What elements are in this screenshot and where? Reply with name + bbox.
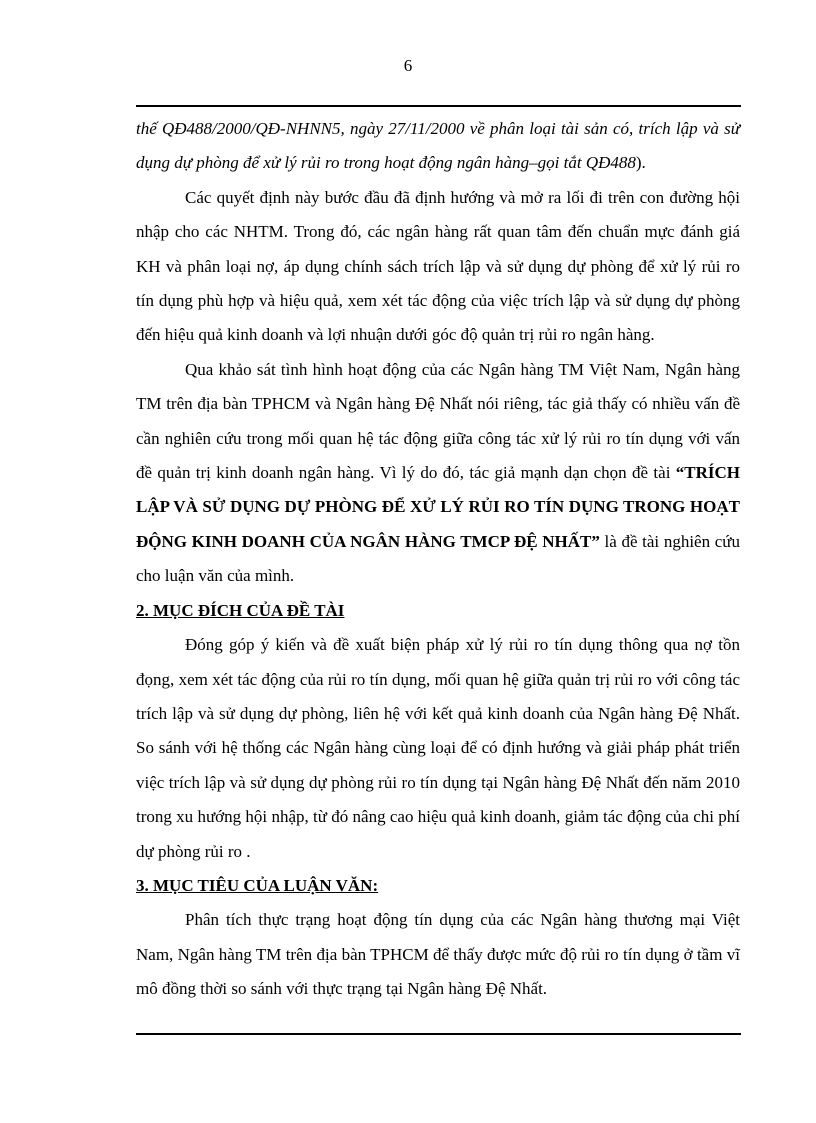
section-3-body: Phân tích thực trạng hoạt động tín dụng của các Ngân hàng thương mại Việt Nam, Ngân hàng TM trên địa bàn TPHCM để thấy được mức độ rủi ro tín dụng ở tầm vĩ mô đồng thời so sánh với thực trạng tại Ngân hàng Đệ Nhất.	[136, 910, 740, 999]
section-2-body: Đóng góp ý kiến và đề xuất biện pháp xử lý rủi ro tín dụng thông qua nợ tồn đọng, xem xét tác động của rủi ro tín dụng, mối quan hệ giữa quản trị rủi ro với công tác trích lập và sử dụng dự phòng, liên hệ với kết quả kinh doanh của Ngân hàng Đệ Nhất. So sánh với hệ thống các Ngân hàng cùng loại để có định hướng và giải pháp phát triển việc trích lập và sử dụng dự phòng rủi ro tín dụng tại Ngân hàng Đệ Nhất đến năm 2010 trong xu hướng hội nhập, từ đó nâng cao hiệu quả kinh doanh, giảm tác động của chi phí dự phòng rủi ro .	[136, 635, 740, 861]
paragraph-1: Các quyết định này bước đầu đã định hướng và mở ra lối đi trên con đường hội nhập cho các NHTM. Trong đó, các ngân hàng rất quan tâm đến chuẩn mực đánh giá KH và phân loại nợ, áp dụng chính sách trích lập và sử dụng dự phòng để xử lý rủi ro tín dụng phù hợp và hiệu quả, xem xét tác động của việc trích lập và sử dụng dự phòng đến hiệu quả kinh doanh và lợi nhuận dưới góc độ quản trị rủi ro ngân hàng.	[136, 187, 740, 345]
paragraph-2-tail: là đề tài nghiên cứu cho luận văn của mình.	[136, 531, 741, 586]
bottom-divider	[136, 1033, 741, 1035]
intro-paragraph	[136, 112, 740, 181]
section-3-heading: 3. MỤC TIÊU CỦA LUẬN VĂN:	[136, 875, 379, 895]
paragraph-2	[136, 353, 740, 594]
document-body	[136, 112, 740, 1007]
top-divider	[136, 105, 741, 107]
thesis-topic: “TRÍCH LẬP VÀ SỬ DỤNG DỰ PHÒNG ĐỂ XỬ LÝ RỦI RO TÍN DỤNG TRONG HOẠT ĐỘNG KINH DOANH CỦA NGÂN HÀNG TMCP ĐỆ NHẤT”	[136, 463, 740, 551]
page-number: 6	[403, 56, 413, 75]
section-2-heading: 2. MỤC ĐÍCH CỦA ĐỀ TÀI	[136, 600, 345, 620]
paragraph-2-lead: Qua khảo sát tình hình hoạt động của các Ngân hàng TM Việt Nam, Ngân hàng TM trên địa bàn TPHCM và Ngân hàng Đệ Nhất nói riêng, tác giả thấy có nhiều vấn đề cần nghiên cứu trong mối quan hệ tác động giữa công tác xử lý rủi ro tín dụng với vấn đề quản trị kinh doanh ngân hàng. Vì lý do đó, tác giả mạnh dạn chọn đề tài	[136, 359, 740, 483]
intro-closing: ).	[635, 153, 646, 173]
intro-text: thế QĐ488/2000/QĐ-NHNN5, ngày 27/11/2000 về phân loại tài sản có, trích lập và sử dụng dự phòng để xử lý rủi ro trong hoạt động ngân hàng–gọi tắt QĐ488	[136, 119, 740, 173]
